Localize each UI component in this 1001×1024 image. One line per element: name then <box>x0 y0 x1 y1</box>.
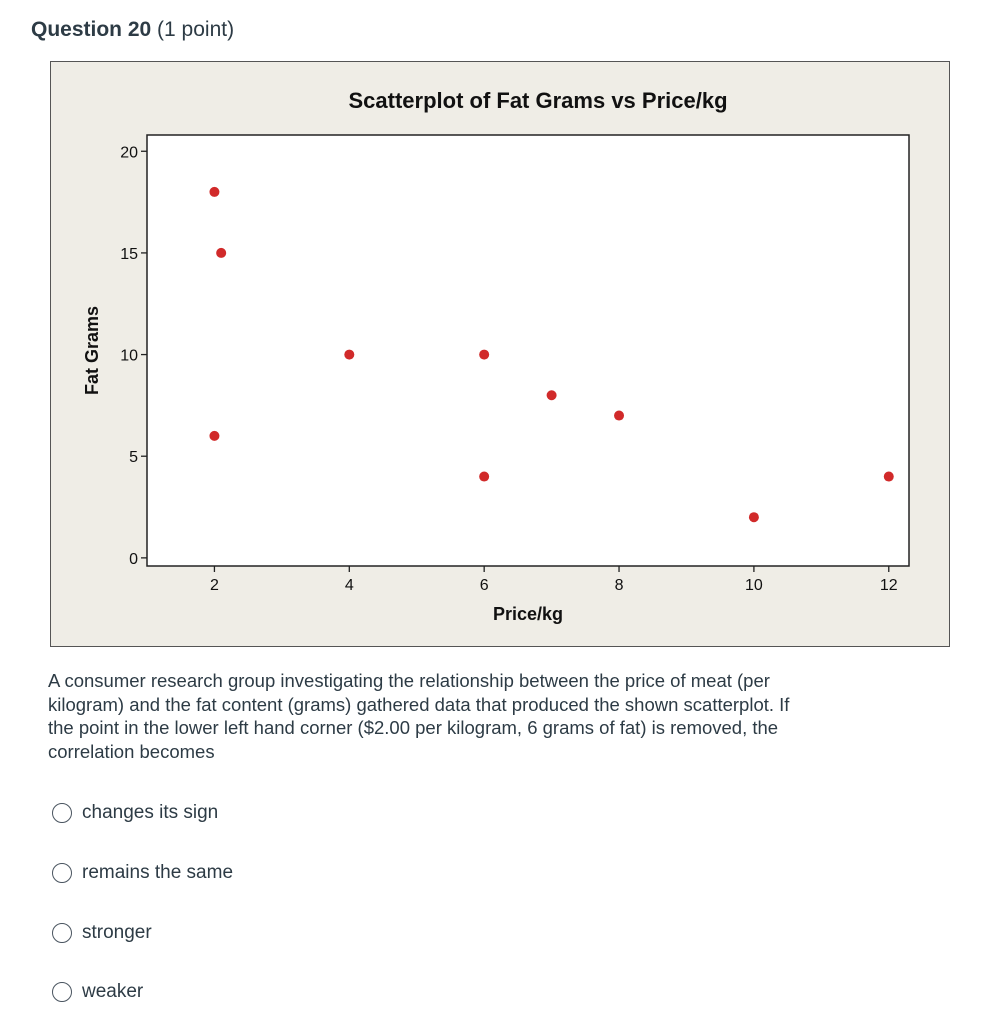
data-point <box>749 512 759 522</box>
data-point <box>479 472 489 482</box>
radio-button[interactable] <box>52 803 72 823</box>
radio-button[interactable] <box>52 923 72 943</box>
question-prompt: A consumer research group investigating the relationship between the price of meat (per kilogram) and the fat content (grams) gathered data that produced the shown scatterplot. If the point in the lower left hand corner ($2.00 per kilogram, 6 grams of fat) is removed, the correlation becomes <box>48 670 790 762</box>
option-remains-same[interactable] <box>52 862 233 884</box>
radio-button[interactable] <box>52 863 72 883</box>
data-point <box>479 350 489 360</box>
data-point <box>216 248 226 258</box>
data-point <box>547 390 557 400</box>
x-tick-label: 6 <box>479 577 489 594</box>
scatterplot-chart <box>51 62 951 648</box>
x-axis-label: Price/kg <box>492 604 564 624</box>
x-tick-label: 2 <box>209 577 219 594</box>
x-tick-label: 10 <box>745 577 763 594</box>
y-axis-label: Fat Grams <box>82 305 102 396</box>
data-point <box>209 431 219 441</box>
option-label: weaker <box>82 981 144 1002</box>
chart-title: Scatterplot of Fat Grams vs Price/kg <box>348 88 728 113</box>
y-tick-label: 20 <box>120 144 138 162</box>
question-points: (1 point) <box>157 18 235 41</box>
y-tick-label: 5 <box>129 449 138 467</box>
option-changes-sign[interactable] <box>52 802 218 824</box>
x-tick-label: 12 <box>879 577 898 594</box>
scatterplot-figure <box>50 61 950 647</box>
plot-area <box>147 135 909 566</box>
question-title: Question 20 <box>31 18 152 41</box>
data-point <box>614 411 624 421</box>
option-stronger[interactable] <box>52 922 152 944</box>
x-tick-label: 8 <box>614 577 624 594</box>
radio-button[interactable] <box>52 982 72 1002</box>
y-tick-label: 10 <box>120 347 138 365</box>
data-point <box>209 187 219 197</box>
option-weaker[interactable] <box>52 981 143 1003</box>
question-header <box>31 18 234 42</box>
y-tick-label: 0 <box>129 550 138 568</box>
option-label: remains the same <box>82 862 234 883</box>
option-label: changes its sign <box>82 802 219 823</box>
data-point <box>344 350 354 360</box>
x-tick-label: 4 <box>344 577 354 594</box>
option-label: stronger <box>82 922 152 943</box>
data-point <box>884 472 894 482</box>
y-tick-label: 15 <box>120 245 138 263</box>
